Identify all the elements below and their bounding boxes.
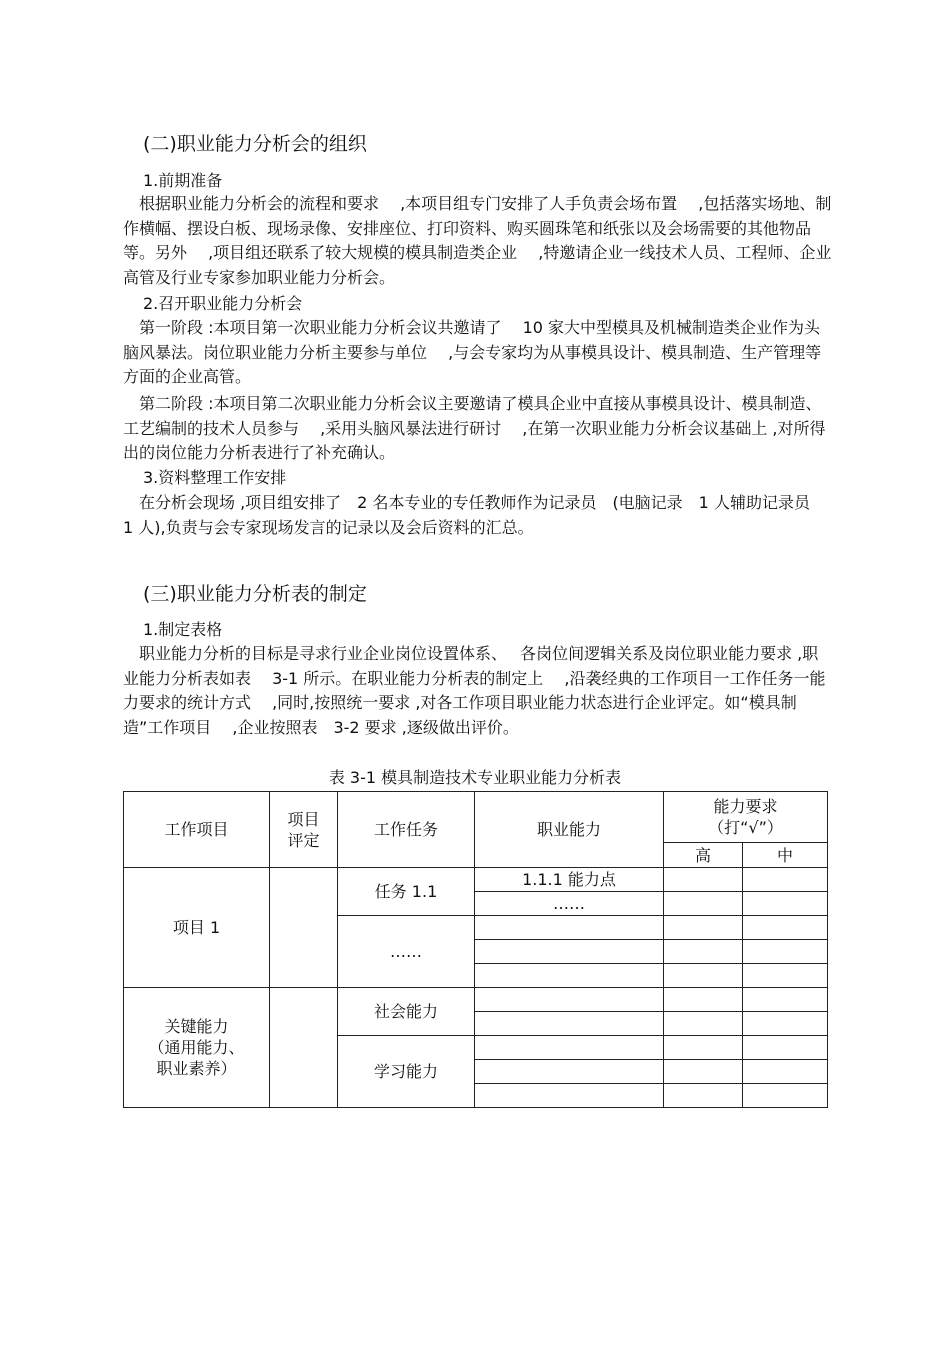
table-caption: 表 3-1 模具制造技术专业职业能力分析表 bbox=[328, 768, 622, 787]
header-level-mid: 中 bbox=[743, 843, 828, 868]
header-work-item: 工作项目 bbox=[124, 792, 270, 868]
check-cell bbox=[664, 916, 743, 940]
paragraph-stage-two: 第二阶段 :本项目第二次职业能力分析会议主要邀请了模具企业中直接从事模具设计、模具制造、工艺编制的技术人员参与 ,采用头脑风暴法进行研讨 ,在第一次职业能力分析会议基础上 ,对所得出的岗位能力分析表进行了补充确认。 bbox=[123, 394, 826, 462]
check-cell bbox=[743, 892, 828, 916]
ability-cell bbox=[475, 940, 664, 964]
paragraph-stage-one: 第一阶段 :本项目第一次职业能力分析会议共邀请了 10 家大中型模具及机械制造类企业作为头脑风暴法。岗位职业能力分析主要参与单位 ,与会专家均为从事模具设计、模具制造、生产管理等方面的企业高管。 bbox=[123, 318, 822, 386]
task-1-1-cell: 任务 1.1 bbox=[338, 868, 475, 916]
check-cell bbox=[664, 964, 743, 988]
check-cell bbox=[664, 1060, 743, 1084]
check-cell bbox=[743, 916, 828, 940]
ability-cell bbox=[475, 1084, 664, 1108]
paragraph-preparation: 根据职业能力分析会的流程和要求 ,本项目组专门安排了人手负责会场布置 ,包括落实场地、制作横幅、摆设白板、现场录像、安排座位、打印资料、购买圆珠笔和纸张以及会场需要的其他物品等。另外 ,项目组还联系了较大规模的模具制造类企业 ,特邀请企业一线技术人员、工程师、企业高管及行业专家参加职业能力分析会。 bbox=[123, 194, 832, 287]
check-cell bbox=[743, 988, 828, 1012]
check-cell bbox=[743, 868, 828, 892]
ability-cell bbox=[475, 1060, 664, 1084]
header-vocational-ability: 职业能力 bbox=[475, 792, 664, 868]
key-ability-evaluation-cell bbox=[270, 988, 338, 1108]
subheading-table-format: 1.制定表格 bbox=[143, 620, 223, 639]
check-cell bbox=[664, 892, 743, 916]
check-cell bbox=[664, 868, 743, 892]
project-1-evaluation-cell bbox=[270, 868, 338, 988]
subheading-records: 3.资料整理工作安排 bbox=[143, 468, 287, 487]
header-ability-requirement: 能力要求 （打“√”） bbox=[664, 792, 828, 843]
paragraph-records: 在分析会现场 ,项目组安排了 2 名本专业的专任教师作为记录员 (电脑记录 1 人辅助记录员 1 人),负责与会专家现场发言的记录以及会后资料的汇总。 bbox=[123, 493, 826, 537]
header-item-evaluation: 项目 评定 bbox=[270, 792, 338, 868]
key-ability-cell: 关键能力 （通用能力、 职业素养） bbox=[124, 988, 270, 1108]
ability-point-cell: 1.1.1 能力点 bbox=[475, 868, 664, 892]
ability-cell bbox=[475, 964, 664, 988]
check-cell bbox=[743, 940, 828, 964]
check-cell bbox=[664, 1084, 743, 1108]
check-cell bbox=[743, 1036, 828, 1060]
check-cell bbox=[664, 940, 743, 964]
ability-cell bbox=[475, 1012, 664, 1036]
ability-point-ellipsis-cell: …… bbox=[475, 892, 664, 916]
learning-ability-cell: 学习能力 bbox=[338, 1036, 475, 1108]
ability-cell bbox=[475, 916, 664, 940]
check-cell bbox=[664, 988, 743, 1012]
social-ability-cell: 社会能力 bbox=[338, 988, 475, 1036]
check-cell bbox=[664, 1012, 743, 1036]
task-ellipsis-cell: …… bbox=[338, 916, 475, 988]
section-heading-organization: (二)职业能力分析会的组织 bbox=[143, 133, 367, 155]
header-level-high: 高 bbox=[664, 843, 743, 868]
ability-cell bbox=[475, 988, 664, 1012]
check-cell bbox=[743, 1060, 828, 1084]
ability-analysis-table bbox=[123, 791, 828, 1108]
subheading-preparation: 1.前期准备 bbox=[143, 171, 223, 190]
check-cell bbox=[664, 1036, 743, 1060]
ability-cell bbox=[475, 1036, 664, 1060]
check-cell bbox=[743, 1084, 828, 1108]
section-heading-table-design: (三)职业能力分析表的制定 bbox=[143, 583, 367, 605]
paragraph-table-format: 职业能力分析的目标是寻求行业企业岗位设置体系、 各岗位间逻辑关系及岗位职业能力要求 ,职业能力分析表如表 3-1 所示。在职业能力分析表的制定上 ,沿袭经典的工作项目一工作任务一能力要求的统计方式 ,同时,按照统一要求 ,对各工作项目职业能力状态进行企业评定。如“模具制造”工作项目 ,企业按照表 3-2 要求 ,逐级做出评价。 bbox=[123, 644, 826, 737]
check-cell bbox=[743, 1012, 828, 1036]
header-work-task: 工作任务 bbox=[338, 792, 475, 868]
check-cell bbox=[743, 964, 828, 988]
project-1-cell: 项目 1 bbox=[124, 868, 270, 988]
subheading-meeting: 2.召开职业能力分析会 bbox=[143, 294, 303, 313]
